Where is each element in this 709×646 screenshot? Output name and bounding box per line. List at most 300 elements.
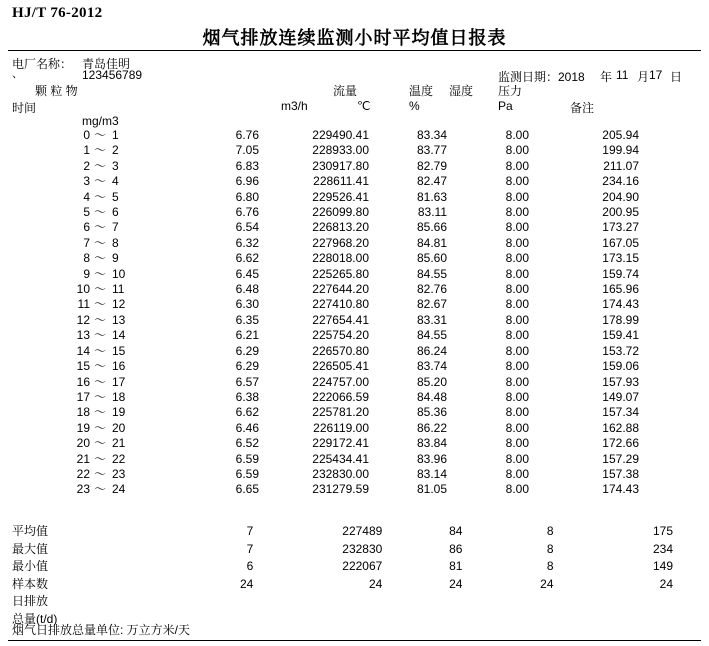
summary-temperature: 86 [449,541,463,556]
summary-flow: 222067 [342,559,383,573]
cell-particle: 7.05 [235,143,259,158]
cell-particle: 6.35 [235,312,259,327]
summary-particle: 6 [246,559,254,573]
cell-humidity: 8.00 [505,420,529,435]
cell-tilde: ～ [94,143,107,158]
summary-pressure: 149 [652,559,673,573]
cell-tilde: ～ [94,282,107,297]
cell-remark [669,375,709,390]
cell-hour-end: 10 [112,266,126,281]
cell-flow: 231279.59 [312,482,369,497]
cell-hour-end: 22 [112,451,126,466]
cell-tilde: ～ [94,374,107,389]
cell-temperature: 86.24 [416,343,447,358]
cell-humidity: 8.00 [505,220,529,235]
summary-temperature: 84 [449,524,463,538]
cell-remark [669,482,709,497]
cell-temperature: 81.05 [416,482,447,497]
summary-pressure [587,611,709,629]
table-row [0,236,709,251]
date-month-value: 11 [616,68,629,82]
cell-remark [669,236,709,251]
plant-tilde-mark: 、 [12,68,23,80]
table-row [0,467,709,482]
cell-hour-start: 3 [83,174,90,189]
cell-pressure: 172.66 [602,436,639,451]
cell-hour-end: 7 [112,220,119,235]
cell-humidity: 8.00 [505,128,529,142]
standard-code: HJ/T 76-2012 [12,5,103,21]
cell-humidity: 8.00 [505,266,529,281]
cell-humidity: 8.00 [505,235,529,250]
summary-temperature [395,593,484,611]
cell-hour-start: 6 [83,220,90,235]
unit-flow: m3/h [281,99,308,113]
cell-pressure: 199.94 [602,143,639,158]
cell-temperature: 82.67 [416,297,447,312]
cell-pressure: 157.34 [602,405,639,420]
summary-humidity: 8 [546,541,554,556]
cell-flow: 232830.00 [312,466,369,481]
table-row [0,297,709,312]
cell-humidity: 8.00 [505,436,529,451]
summary-pressure: 234 [652,541,673,556]
summary-label: 样本数 [12,576,49,591]
cell-hour-end: 17 [112,374,126,389]
cell-hour-start: 17 [76,389,90,404]
cell-flow: 229490.41 [312,128,369,142]
cell-remark [669,344,709,359]
cell-pressure: 204.90 [602,189,639,204]
cell-particle: 6.29 [235,359,259,374]
cell-humidity: 8.00 [505,143,529,158]
cell-flow: 227654.41 [312,312,369,327]
summary-pressure: 24 [659,576,673,591]
cell-humidity: 8.00 [505,482,529,497]
cell-pressure: 159.74 [602,266,639,281]
summary-table [0,523,709,628]
summary-label: 日排放 [12,594,49,608]
cell-hour-end: 21 [112,436,126,451]
cell-hour-end: 20 [112,420,126,435]
table-row [0,452,709,467]
date-year-char: 年 [600,70,613,84]
cell-flow: 225781.20 [312,405,369,420]
cell-pressure: 157.29 [602,451,639,466]
cell-remark [669,452,709,467]
cell-particle: 6.29 [235,343,259,358]
cell-remark [669,190,709,205]
cell-hour-start: 2 [83,158,90,173]
cell-humidity: 8.00 [505,297,529,312]
table-row [0,344,709,359]
cell-temperature: 85.20 [416,374,447,389]
cell-remark [669,267,709,282]
table-row [0,251,709,266]
cell-flow: 228018.00 [312,251,369,266]
table-row [0,390,709,405]
cell-hour-start: 13 [76,328,90,343]
cell-flow: 227968.20 [312,235,369,250]
cell-humidity: 8.00 [505,251,529,266]
unit-particle: mg/m3 [82,114,119,128]
cell-pressure: 173.15 [602,251,639,266]
cell-particle: 6.65 [235,482,259,497]
hourly-data-body [0,128,709,498]
cell-hour-end: 12 [112,297,126,312]
date-day-char: 日 [670,70,683,84]
cell-particle: 6.48 [235,282,259,297]
column-header-flow: 流量 [333,84,358,98]
cell-particle: 6.62 [235,251,259,266]
cell-particle: 6.54 [235,220,259,235]
cell-temperature: 85.60 [416,251,447,266]
table-row [0,313,709,328]
cell-flow: 226813.20 [312,220,369,235]
table-row [0,375,709,390]
cell-hour-start: 20 [76,436,90,451]
cell-hour-end: 24 [112,482,126,497]
summary-label: 总量(t/d) [12,611,58,626]
summary-flow: 227489 [342,524,383,538]
cell-hour-end: 6 [112,205,119,220]
cell-flow: 228933.00 [312,143,369,158]
cell-particle: 6.46 [235,420,259,435]
cell-hour-end: 14 [112,328,126,343]
summary-particle [153,593,285,611]
cell-pressure: 205.94 [602,128,639,142]
summary-particle: 7 [246,541,254,556]
hourly-data-table [0,128,709,498]
cell-temperature: 81.63 [416,189,447,204]
cell-tilde: ～ [94,128,107,142]
cell-flow: 225754.20 [312,328,369,343]
cell-pressure: 149.07 [602,389,639,404]
cell-particle: 6.76 [235,128,259,142]
cell-tilde: ～ [94,328,107,343]
cell-flow: 225265.80 [312,266,369,281]
cell-temperature: 83.84 [416,436,447,451]
cell-particle: 6.96 [235,174,259,189]
cell-remark [669,282,709,297]
summary-flow: 232830 [342,541,383,556]
cell-humidity: 8.00 [505,451,529,466]
cell-flow: 225434.41 [312,451,369,466]
cell-pressure: 157.93 [602,374,639,389]
cell-pressure: 159.06 [602,359,639,374]
cell-temperature: 84.48 [416,389,447,404]
cell-pressure: 159.41 [602,328,639,343]
cell-tilde: ～ [94,174,107,189]
table-row [0,143,709,158]
cell-hour-end: 8 [112,235,119,250]
cell-remark [669,220,709,235]
table-row [0,359,709,374]
summary-humidity: 8 [546,559,554,573]
column-header-particle: 颗 粒 物 [35,84,78,98]
summary-flow [285,611,395,629]
cell-tilde: ～ [94,266,107,281]
cell-flow: 229172.41 [312,436,369,451]
cell-humidity: 8.00 [505,466,529,481]
cell-flow: 230917.80 [312,158,369,173]
cell-pressure: 174.43 [602,297,639,312]
cell-hour-start: 14 [76,343,90,358]
summary-label: 平均值 [12,524,49,538]
cell-hour-start: 0 [83,128,90,142]
cell-flow: 226570.80 [312,343,369,358]
cell-particle: 6.38 [235,389,259,404]
cell-temperature: 85.36 [416,405,447,420]
table-row [0,205,709,220]
summary-flow: 24 [368,576,383,591]
plant-name-value: 青岛佳明 [82,57,131,71]
cell-particle: 6.76 [235,205,259,220]
cell-remark [669,436,709,451]
cell-hour-start: 1 [83,143,90,158]
cell-tilde: ～ [94,205,107,220]
cell-hour-end: 15 [112,343,126,358]
cell-hour-start: 10 [76,282,90,297]
cell-pressure: 174.43 [602,482,639,497]
cell-pressure: 178.99 [602,312,639,327]
cell-hour-start: 19 [76,420,90,435]
footnote: 烟气日排放总量单位: 万立方米/天 [12,623,191,637]
unit-pressure: Pa [498,99,513,113]
cell-hour-end: 11 [112,282,125,297]
column-header-remark: 备注 [570,101,595,115]
date-day-value: 17 [649,68,663,82]
summary-humidity: 8 [546,524,554,538]
summary-humidity [484,611,586,629]
table-row [0,190,709,205]
cell-particle: 6.83 [235,158,259,173]
cell-particle: 6.21 [235,328,259,343]
column-header-time: 时间 [12,101,37,115]
cell-remark [669,128,709,143]
cell-tilde: ～ [94,451,107,466]
cell-particle: 6.57 [235,374,259,389]
monitor-date-label: 监测日期：2018 [498,70,585,84]
cell-particle: 6.59 [235,466,259,481]
cell-remark [669,328,709,343]
table-row [0,328,709,343]
cell-remark [669,205,709,220]
cell-hour-end: 23 [112,466,126,481]
summary-temperature [395,611,484,629]
cell-tilde: ～ [94,251,107,266]
date-month-char: 月 [637,70,650,84]
cell-hour-end: 16 [112,359,126,374]
cell-tilde: ～ [94,189,107,204]
cell-particle: 6.32 [235,235,259,250]
table-row [0,174,709,189]
cell-pressure: 153.72 [602,343,639,358]
cell-pressure: 167.05 [602,235,639,250]
cell-flow: 229526.41 [312,189,369,204]
cell-hour-end: 3 [112,158,119,173]
cell-remark [669,143,709,158]
cell-hour-start: 9 [83,266,90,281]
cell-tilde: ～ [94,158,107,173]
cell-hour-start: 4 [83,189,90,204]
table-row [0,421,709,436]
cell-remark [669,297,709,312]
cell-remark [669,390,709,405]
cell-temperature: 83.96 [416,451,447,466]
cell-tilde: ～ [94,297,107,312]
summary-particle: 7 [246,524,254,538]
cell-temperature: 83.74 [416,359,447,374]
cell-flow: 224757.00 [312,374,369,389]
cell-hour-start: 22 [76,466,90,481]
cell-hour-end: 5 [112,189,119,204]
summary-row [0,523,709,541]
cell-tilde: ～ [94,235,107,250]
cell-humidity: 8.00 [505,174,529,189]
cell-hour-start: 15 [76,359,90,374]
cell-hour-end: 9 [112,251,119,266]
cell-flow: 222066.59 [312,389,369,404]
plant-name-label: 电厂名称： [12,57,73,71]
cell-hour-end: 18 [112,389,126,404]
cell-tilde: ～ [94,420,107,435]
cell-hour-end: 13 [112,312,126,327]
cell-pressure: 200.95 [602,205,639,220]
summary-particle: 24 [239,576,254,591]
summary-row [0,576,709,594]
cell-remark [669,421,709,436]
column-header-humidity: 湿度 [449,84,474,98]
cell-flow: 228611.41 [313,174,369,189]
cell-tilde: ～ [94,312,107,327]
cell-hour-start: 16 [76,374,90,389]
cell-particle: 6.52 [235,436,259,451]
cell-pressure: 234.16 [602,174,639,189]
cell-hour-start: 12 [76,312,90,327]
cell-remark [669,467,709,482]
cell-hour-end: 1 [112,128,119,142]
table-row [0,482,709,497]
cell-hour-start: 11 [77,297,90,312]
cell-temperature: 85.66 [416,220,447,235]
table-row [0,267,709,282]
cell-temperature: 83.31 [416,312,447,327]
cell-particle: 6.62 [235,405,259,420]
cell-pressure: 173.27 [602,220,639,235]
cell-temperature: 83.34 [416,128,447,142]
cell-tilde: ～ [94,405,107,420]
cell-temperature: 84.81 [416,235,447,250]
summary-label: 最小值 [12,559,49,573]
cell-hour-start: 5 [83,205,90,220]
cell-humidity: 8.00 [505,328,529,343]
summary-pressure: 175 [652,524,673,538]
cell-pressure: 165.96 [602,282,639,297]
summary-temperature: 81 [449,559,463,573]
cell-temperature: 84.55 [416,266,447,281]
header-divider [8,50,701,51]
column-header-temperature: 温度 [409,84,434,98]
cell-temperature: 83.77 [416,143,447,158]
cell-hour-end: 2 [112,143,119,158]
table-row [0,282,709,297]
table-row [0,159,709,174]
plant-code-value: 123456789 [82,68,143,82]
cell-temperature: 83.14 [416,466,447,481]
cell-remark [669,251,709,266]
summary-pressure [587,593,709,611]
summary-row [0,558,709,576]
cell-particle: 6.45 [235,266,259,281]
summary-body [0,523,709,628]
cell-temperature: 82.79 [416,158,447,173]
cell-flow: 226099.80 [312,205,369,220]
table-row [0,405,709,420]
cell-flow: 226505.41 [312,359,369,374]
cell-tilde: ～ [94,482,107,497]
page-title: 烟气排放连续监测小时平均值日报表 [202,28,507,48]
cell-particle: 6.59 [235,451,259,466]
summary-flow [285,593,395,611]
cell-hour-start: 18 [76,405,90,420]
cell-humidity: 8.00 [505,282,529,297]
cell-remark [669,159,709,174]
cell-temperature: 82.76 [416,282,447,297]
summary-row [0,593,709,611]
cell-hour-start: 8 [83,251,90,266]
cell-pressure: 157.38 [602,466,639,481]
cell-tilde: ～ [94,220,107,235]
cell-humidity: 8.00 [505,189,529,204]
cell-humidity: 8.00 [505,405,529,420]
cell-hour-start: 23 [76,482,90,497]
cell-flow: 227644.20 [312,282,369,297]
cell-particle: 6.30 [235,297,259,312]
cell-hour-start: 21 [76,451,90,466]
cell-hour-start: 7 [83,235,90,250]
cell-remark [669,359,709,374]
cell-tilde: ～ [94,389,107,404]
cell-pressure: 162.88 [602,420,639,435]
cell-tilde: ～ [94,436,107,451]
cell-humidity: 8.00 [505,389,529,404]
cell-remark [669,174,709,189]
cell-particle: 6.80 [235,189,259,204]
cell-humidity: 8.00 [505,374,529,389]
summary-humidity: 24 [540,576,554,591]
cell-temperature: 83.11 [417,205,447,220]
cell-humidity: 8.00 [505,158,529,173]
cell-humidity: 8.00 [505,359,529,374]
cell-humidity: 8.00 [505,205,529,220]
cell-pressure: 211.07 [603,158,639,173]
cell-temperature: 86.22 [416,420,447,435]
footer-divider [8,640,701,641]
unit-temperature: ℃ [357,99,371,113]
column-header-pressure: 压力 [498,84,523,98]
cell-humidity: 8.00 [505,312,529,327]
cell-temperature: 84.55 [416,328,447,343]
table-row [0,128,709,143]
cell-remark [669,313,709,328]
summary-temperature: 24 [449,576,463,591]
cell-tilde: ～ [94,343,107,358]
cell-flow: 227410.80 [312,297,369,312]
cell-hour-end: 4 [112,174,119,189]
cell-flow: 226119.00 [313,420,369,435]
cell-hour-end: 19 [112,405,126,420]
